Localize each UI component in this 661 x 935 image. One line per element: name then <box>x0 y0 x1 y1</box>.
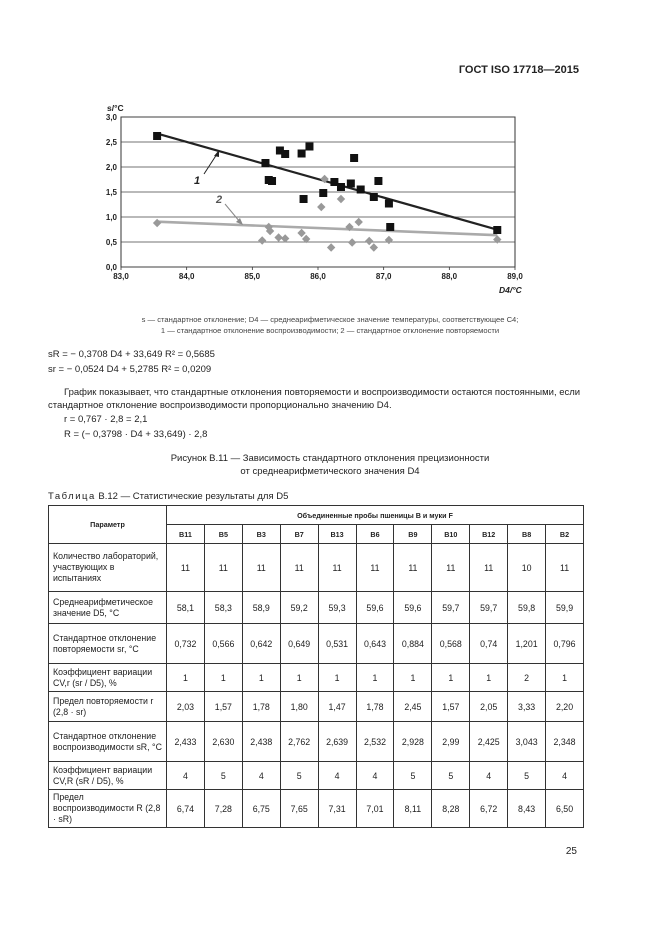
table-cell: 7,65 <box>280 790 318 828</box>
table-cell: 5 <box>280 762 318 790</box>
table-cell: 6,75 <box>242 790 280 828</box>
column-header: B6 <box>356 525 394 544</box>
table-cell: 0,566 <box>204 624 242 664</box>
data-point-series-1 <box>385 200 393 208</box>
data-point-series-2 <box>297 229 305 237</box>
table-cell: 11 <box>546 544 584 592</box>
table-cell: 1 <box>318 664 356 692</box>
table-cell: 1 <box>242 664 280 692</box>
x-tick-label: 84,0 <box>178 272 195 281</box>
column-header: B5 <box>204 525 242 544</box>
table-cell: 2,348 <box>546 722 584 762</box>
data-point-series-1 <box>305 143 313 151</box>
column-header: B7 <box>280 525 318 544</box>
table-cell: 4 <box>356 762 394 790</box>
table-row <box>49 624 584 664</box>
y-axis-label: s/°C <box>107 103 124 113</box>
formula-r: r = 0,767 · 2,8 = 2,1 <box>64 414 148 425</box>
data-point-series-1 <box>357 186 365 194</box>
y-tick-label: 2,5 <box>105 138 117 147</box>
formula-R: R = (− 0,3798 · D4 + 33,649) · 2,8 <box>64 429 208 440</box>
table-cell: 1 <box>546 664 584 692</box>
data-point-series-2 <box>327 243 335 251</box>
table-cell: 1 <box>280 664 318 692</box>
data-point-series-2 <box>385 236 393 244</box>
table-cell: 1 <box>470 664 508 692</box>
row-label: Среднеарифметическое значение D5, °C <box>49 592 167 624</box>
table-cell: 11 <box>280 544 318 592</box>
table-cell: 4 <box>318 762 356 790</box>
data-point-series-1 <box>337 183 345 191</box>
table-cell: 2,99 <box>432 722 470 762</box>
legend-line-2: 1 — стандартное отклонение воспроизводимости; 2 — стандартное отклонение повторяемости <box>160 326 500 335</box>
table-caption <box>48 491 288 502</box>
table-cell: 11 <box>167 544 205 592</box>
table-cell: 2,433 <box>167 722 205 762</box>
table-cell: 2,532 <box>356 722 394 762</box>
data-point-series-1 <box>261 159 269 167</box>
row-label: Стандартное отклонение воспроизводимости sR, °C <box>49 722 167 762</box>
column-header: B11 <box>167 525 205 544</box>
data-point-series-1 <box>319 189 327 197</box>
y-tick-label: 3,0 <box>105 113 117 122</box>
table-row <box>49 762 584 790</box>
annotation-label-2: 2 <box>216 194 223 206</box>
annotation-label-1: 1 <box>194 175 201 187</box>
table-cell: 5 <box>394 762 432 790</box>
regression-equation-sr: sr = − 0,0524 D4 + 5,2785 R² = 0,0209 <box>48 364 212 375</box>
table-cell: 2,438 <box>242 722 280 762</box>
chart-legend <box>60 314 600 336</box>
table-cell: 1 <box>394 664 432 692</box>
table-cell: 59,6 <box>394 592 432 624</box>
row-label: Предел воспроизводимости R (2,8 · sR) <box>49 790 167 828</box>
table-cell: 11 <box>204 544 242 592</box>
table-row <box>49 722 584 762</box>
data-point-series-1 <box>374 177 382 185</box>
table-cell: 0,796 <box>546 624 584 664</box>
table-cell: 1,78 <box>356 692 394 722</box>
table-cell: 2 <box>508 664 546 692</box>
regression-equation-sR: sR = − 0,3708 D4 + 33,649 R² = 0,5685 <box>48 349 215 360</box>
table-cell: 0,74 <box>470 624 508 664</box>
y-tick-label: 0,0 <box>105 263 117 272</box>
y-tick-label: 1,5 <box>105 188 117 197</box>
trend-line-2 <box>157 222 497 236</box>
table-cell: 4 <box>167 762 205 790</box>
table-cell: 1,80 <box>280 692 318 722</box>
table-body <box>49 506 584 828</box>
page-number: 25 <box>565 846 577 857</box>
table-cell: 2,639 <box>318 722 356 762</box>
group-header: Объединенные пробы пшеницы B и муки F <box>167 506 584 525</box>
table-row <box>49 790 584 828</box>
table-cell: 2,03 <box>167 692 205 722</box>
table-cell: 2,05 <box>470 692 508 722</box>
column-header: B8 <box>508 525 546 544</box>
row-label: Коэффициент вариации CV,R (sR / D5), % <box>49 762 167 790</box>
data-point-series-2 <box>317 203 325 211</box>
table-cell: 59,7 <box>470 592 508 624</box>
table-cell: 8,43 <box>508 790 546 828</box>
table-cell: 59,9 <box>546 592 584 624</box>
table-cell: 0,531 <box>318 624 356 664</box>
table-cell: 8,11 <box>394 790 432 828</box>
table-cell: 6,50 <box>546 790 584 828</box>
table-cell: 2,928 <box>394 722 432 762</box>
table-cell: 2,20 <box>546 692 584 722</box>
table-cell: 5 <box>432 762 470 790</box>
data-point-series-1 <box>493 226 501 234</box>
param-header: Параметр <box>49 506 167 544</box>
figure-caption <box>100 452 560 478</box>
table-cell: 59,6 <box>356 592 394 624</box>
data-point-series-1 <box>268 177 276 185</box>
table-row <box>49 592 584 624</box>
data-point-series-2 <box>274 233 282 241</box>
figure-caption-line-1: Рисунок В.11 — Зависимость стандартного отклонения прецизионности <box>170 453 490 464</box>
x-tick-label: 89,0 <box>507 272 523 281</box>
table-cell: 11 <box>432 544 470 592</box>
data-point-series-1 <box>298 150 306 158</box>
column-header: B3 <box>242 525 280 544</box>
legend-line-1: s — стандартное отклонение; D4 — среднеарифметическое значение температуры, соответствующее C4; <box>141 315 519 324</box>
data-point-series-1 <box>347 180 355 188</box>
table-cell: 3,33 <box>508 692 546 722</box>
row-label: Предел повторяемости r (2,8 · sr) <box>49 692 167 722</box>
x-tick-label: 83,0 <box>113 272 129 281</box>
x-tick-label: 86,0 <box>310 272 326 281</box>
data-point-series-1 <box>300 195 308 203</box>
annotation-arrow-2 <box>225 204 240 222</box>
table-cell: 2,630 <box>204 722 242 762</box>
table-cell: 59,3 <box>318 592 356 624</box>
data-point-series-2 <box>355 218 363 226</box>
table-cell: 1,47 <box>318 692 356 722</box>
table-cell: 0,568 <box>432 624 470 664</box>
row-label: Коэффициент вариации CV,r (sr / D5), % <box>49 664 167 692</box>
table-cell: 1 <box>204 664 242 692</box>
table-cell: 0,649 <box>280 624 318 664</box>
table-caption-text: В.12 — Статистические результаты для D5 <box>95 491 289 502</box>
column-header: B10 <box>432 525 470 544</box>
table-cell: 0,732 <box>167 624 205 664</box>
table-cell: 2,425 <box>470 722 508 762</box>
data-point-series-1 <box>153 132 161 140</box>
table-cell: 1,201 <box>508 624 546 664</box>
table-cell: 59,8 <box>508 592 546 624</box>
data-point-series-2 <box>493 235 501 243</box>
data-point-series-2 <box>337 195 345 203</box>
table-cell: 6,72 <box>470 790 508 828</box>
table-cell: 1,57 <box>204 692 242 722</box>
data-point-series-2 <box>258 236 266 244</box>
row-label: Стандартное отклонение повторяемости sr, °C <box>49 624 167 664</box>
data-point-series-2 <box>365 237 373 245</box>
data-point-series-1 <box>350 154 358 162</box>
column-header: B13 <box>318 525 356 544</box>
table-cell: 11 <box>470 544 508 592</box>
table-caption-prefix: Таблица <box>48 491 96 502</box>
table-cell: 58,1 <box>167 592 205 624</box>
table-row <box>49 544 584 592</box>
data-point-series-2 <box>370 243 378 251</box>
figure-caption-line-2: от среднеарифметического значения D4 <box>240 466 420 477</box>
table-cell: 4 <box>470 762 508 790</box>
table-row <box>49 692 584 722</box>
table-cell: 10 <box>508 544 546 592</box>
document-header: ГОСТ ISO 17718—2015 <box>458 64 579 76</box>
table-cell: 11 <box>394 544 432 592</box>
y-tick-label: 0,5 <box>105 238 117 247</box>
y-tick-label: 1,0 <box>105 213 117 222</box>
annotation-arrow-1 <box>204 154 217 174</box>
table-cell: 7,31 <box>318 790 356 828</box>
table-cell: 7,01 <box>356 790 394 828</box>
table-cell: 0,642 <box>242 624 280 664</box>
table-cell: 0,643 <box>356 624 394 664</box>
table-cell: 1 <box>432 664 470 692</box>
table-cell: 2,45 <box>394 692 432 722</box>
table-cell: 1 <box>356 664 394 692</box>
y-tick-label: 2,0 <box>105 163 117 172</box>
table-cell: 2,762 <box>280 722 318 762</box>
table-cell: 1,78 <box>242 692 280 722</box>
data-point-series-1 <box>281 150 289 158</box>
column-header: B2 <box>546 525 584 544</box>
data-point-series-1 <box>370 193 378 201</box>
table-cell: 8,28 <box>432 790 470 828</box>
table-cell: 4 <box>546 762 584 790</box>
table-cell: 5 <box>204 762 242 790</box>
table-cell: 11 <box>318 544 356 592</box>
column-header: B12 <box>470 525 508 544</box>
x-tick-label: 85,0 <box>244 272 261 281</box>
table-cell: 6,74 <box>167 790 205 828</box>
data-point-series-2 <box>153 219 161 227</box>
data-point-series-2 <box>281 234 289 242</box>
table-cell: 0,884 <box>394 624 432 664</box>
table-cell: 1 <box>167 664 205 692</box>
column-header: B9 <box>394 525 432 544</box>
table-cell: 3,043 <box>508 722 546 762</box>
data-point-series-1 <box>386 223 394 231</box>
precision-chart <box>0 0 661 300</box>
data-point-series-2 <box>348 238 356 246</box>
table-header-row <box>49 506 584 525</box>
table-cell: 7,28 <box>204 790 242 828</box>
x-axis-label: D4/°C <box>499 285 522 295</box>
table-cell: 58,9 <box>242 592 280 624</box>
trend-line-1 <box>157 134 497 230</box>
table-cell: 59,2 <box>280 592 318 624</box>
table-cell: 1,57 <box>432 692 470 722</box>
explanation-paragraph: График показывает, что стандартные отклонения повторяемости и воспроизводимости остаются постоянными, если стандартное отклонение воспроизводимости пропорционально значению D4. <box>48 387 581 411</box>
table-cell: 4 <box>242 762 280 790</box>
statistics-table <box>48 505 584 828</box>
table-cell: 58,3 <box>204 592 242 624</box>
table-cell: 59,7 <box>432 592 470 624</box>
x-tick-label: 88,0 <box>441 272 458 281</box>
x-tick-label: 87,0 <box>375 272 392 281</box>
row-label: Количество лабораторий, участвующих в испытаниях <box>49 544 167 592</box>
table-row <box>49 664 584 692</box>
table-cell: 11 <box>242 544 280 592</box>
table-cell: 11 <box>356 544 394 592</box>
table-cell: 5 <box>508 762 546 790</box>
